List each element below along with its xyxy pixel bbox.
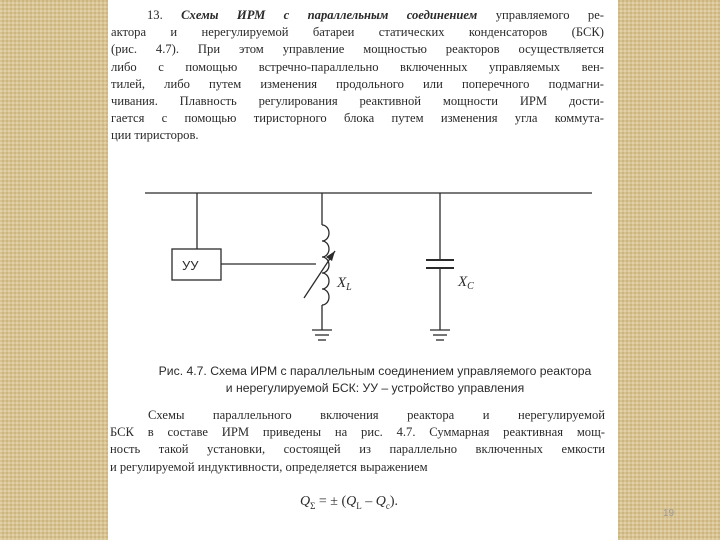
paragraph-line — [111, 7, 604, 24]
capacitor-letter: X — [458, 274, 468, 290]
paragraph-line: чивания. Плавность регулирования реактивной мощности ИРМ дости- — [111, 94, 604, 109]
slide-number: 19 — [663, 508, 675, 519]
caption-line: Рис. 4.7. Схема ИРМ с параллельным соединением управляемого реактора — [158, 364, 592, 378]
formula-q-c: Q — [375, 494, 386, 509]
formula-end: ). — [389, 494, 399, 509]
formula-q-l: Q — [346, 494, 357, 509]
paragraph-line: (рис. 4.7). При этом управление мощностью реакторов осуществляется — [111, 42, 604, 57]
formula-equals: = ± ( — [315, 494, 347, 509]
paragraph-line: ции тиристоров. — [111, 128, 199, 143]
caption-line: и нерегулируемой БСК: УУ – устройство управления — [225, 381, 525, 395]
inductor-subscript: L — [346, 282, 352, 293]
section-number: 13. — [147, 8, 163, 22]
paragraph-line: ность такой установки, состоящей из параллельно включенных емкости — [110, 442, 605, 457]
paragraph-line: либо с помощью встречно-параллельно включенных управляемых вен- — [111, 59, 604, 74]
paragraph-line: актора и нерегулируемой батареи статических конденсаторов (БСК) — [111, 25, 604, 40]
paragraph-line: гается с помощью тиристорного блока путем изменения угла коммута- — [111, 111, 604, 126]
inductor-letter: X — [337, 275, 347, 291]
paragraph-line: БСК в составе ИРМ приведены на рис. 4.7. Суммарная реактивная мощ- — [110, 425, 605, 440]
paragraph-line: тилей, либо путем изменения продольного или поперечного подмагни- — [111, 76, 604, 91]
section-title: Схемы ИРМ с параллельным соединением — [181, 8, 478, 22]
control-box-label: УУ — [182, 258, 199, 273]
paragraph-line: Схемы параллельного включения реактора и нерегулируемой — [148, 408, 605, 422]
inductor-label — [336, 275, 352, 293]
capacitor-label — [457, 274, 474, 292]
paragraph-text: управляемого ре- — [495, 8, 605, 22]
ground-symbol — [430, 330, 450, 340]
paragraph-2 — [110, 407, 605, 476]
formula-minus: – — [361, 494, 376, 509]
formula-sub-c: c — [385, 500, 390, 511]
figure-caption — [140, 363, 610, 397]
formula — [300, 494, 398, 511]
formula-q-sum: Q — [300, 494, 311, 509]
formula-sub-l: L — [356, 500, 362, 511]
capacitor-subscript: C — [467, 281, 474, 292]
paragraph-line: и регулируемой индуктивности, определяется выражением — [110, 459, 428, 474]
section-13-paragraph — [111, 7, 604, 145]
circuit-diagram — [140, 185, 610, 357]
ground-symbol — [312, 330, 332, 340]
formula-sub-sum: Σ — [310, 500, 316, 511]
